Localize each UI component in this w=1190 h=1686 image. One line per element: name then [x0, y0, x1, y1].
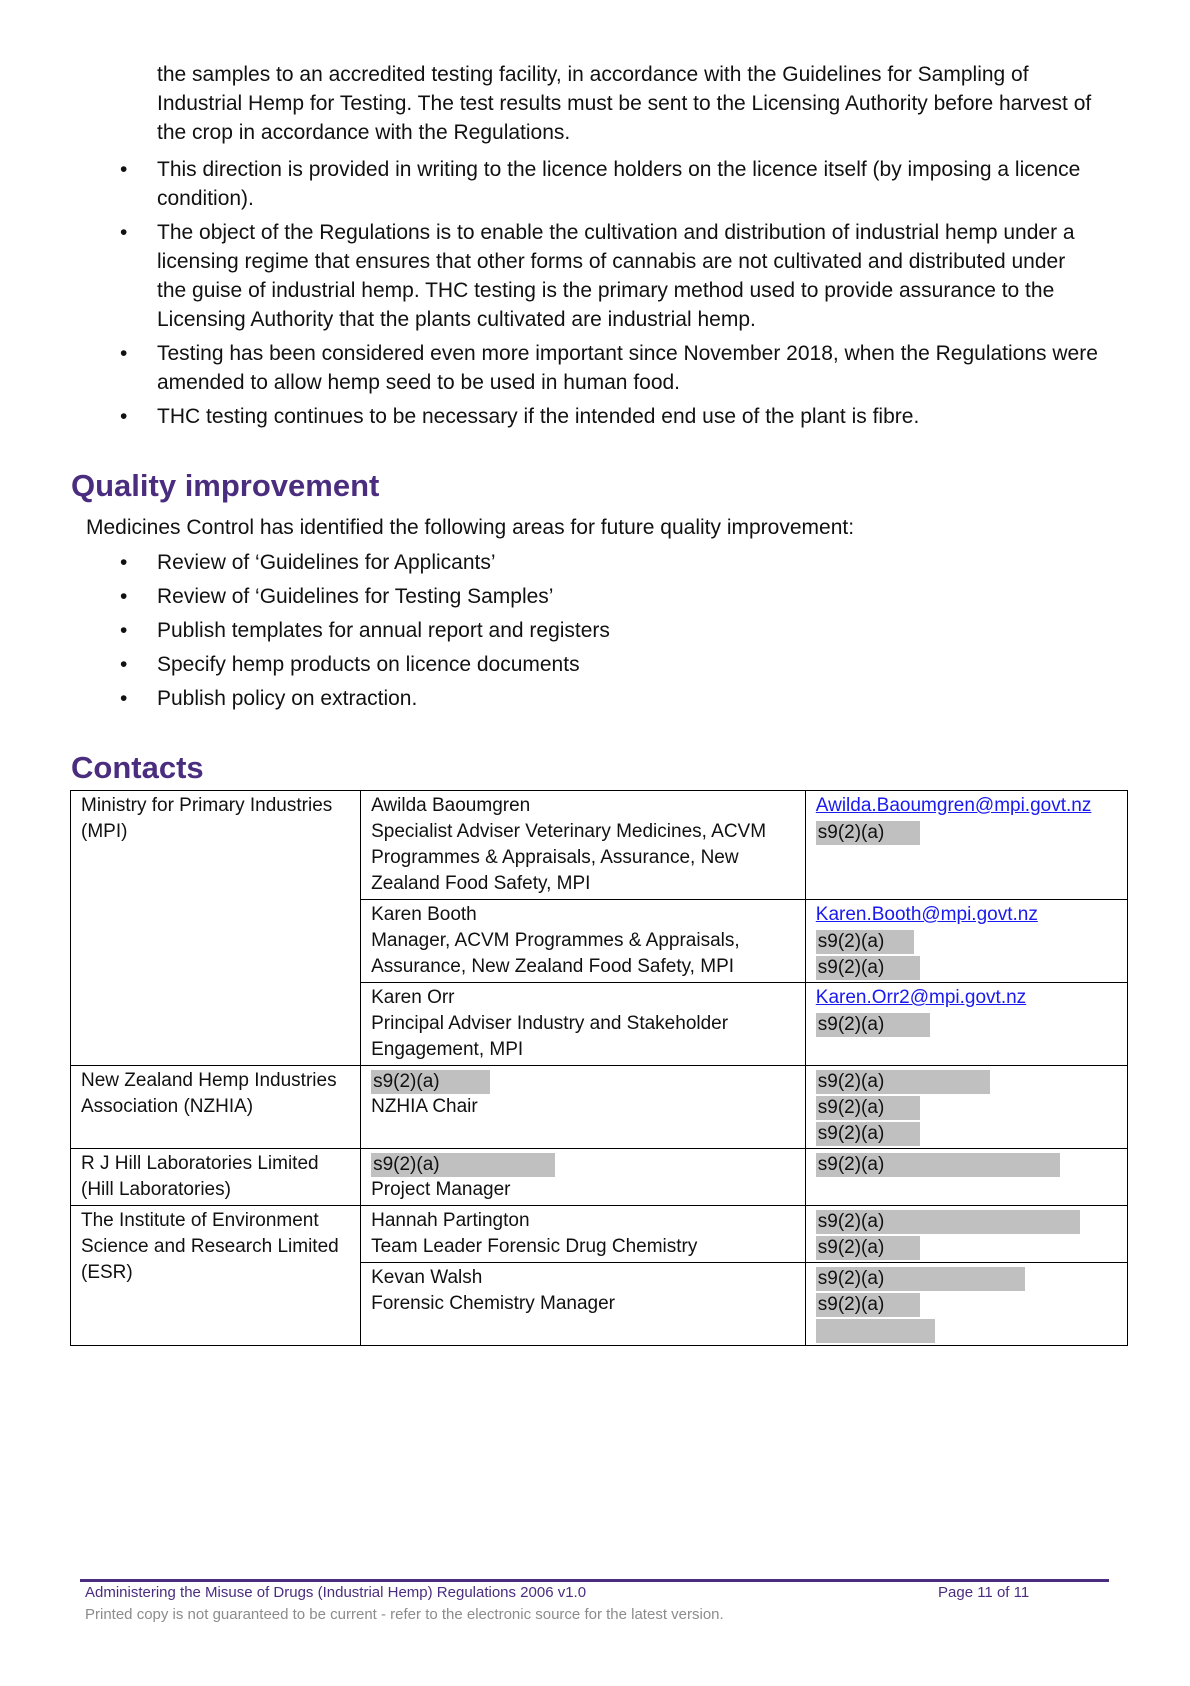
redacted-name: s9(2)(a): [371, 1070, 490, 1094]
redacted-phone: s9(2)(a): [816, 1096, 920, 1120]
contact-name: Hannah Partington: [371, 1210, 530, 1231]
contact-name: Karen Booth: [371, 904, 477, 925]
list-item: • THC testing continues to be necessary if the intended end use of the plant is fibre.: [120, 402, 1100, 431]
details-cell: [805, 900, 1127, 983]
email-link[interactable]: Karen.Booth@mpi.govt.nz: [815, 904, 1038, 925]
contact-cell: [361, 1149, 806, 1206]
contact-role: Specialist Adviser Veterinary Medicines, ACVM Programmes & Appraisals, Assurance, New Zealand Food Safety, MPI: [371, 821, 767, 894]
quality-intro: Medicines Control has identified the following areas for future quality improvement:: [86, 516, 855, 539]
redacted-phone: s9(2)(a): [816, 1236, 920, 1260]
contact-name: Karen Orr: [371, 987, 455, 1008]
org-cell-mpi: Ministry for Primary Industries (MPI): [71, 791, 361, 1066]
contact-role: NZHIA Chair: [371, 1096, 478, 1117]
org-cell-nzhia: New Zealand Hemp Industries Association (NZHIA): [71, 1066, 361, 1149]
details-cell: [805, 1206, 1127, 1263]
redacted-mobile: s9(2)(a): [816, 1122, 920, 1146]
email-link[interactable]: Karen.Orr2@mpi.govt.nz: [815, 987, 1027, 1008]
list-item: • Review of ‘Guidelines for Testing Samples’: [120, 582, 1100, 611]
redacted-phone: s9(2)(a): [816, 930, 914, 954]
contact-name: Kevan Walsh: [371, 1267, 483, 1288]
contact-cell: [361, 983, 806, 1066]
table-row: [71, 1149, 1128, 1206]
table-row: [71, 1066, 1128, 1149]
redacted-email: s9(2)(a): [816, 1153, 1060, 1177]
org-cell-esr: The Institute of Environment Science and Research Limited (ESR): [71, 1206, 361, 1346]
redacted-email: s9(2)(a): [816, 1070, 990, 1094]
details-cell: [805, 983, 1127, 1066]
details-cell: [805, 791, 1127, 900]
footer-title: Administering the Misuse of Drugs (Industrial Hemp) Regulations 2006 v1.0: [85, 1584, 587, 1601]
contacts-heading: Contacts: [71, 750, 204, 785]
contact-role: Project Manager: [371, 1179, 511, 1200]
continuation-bullet-list: [120, 155, 1100, 436]
list-item: • Testing has been considered even more important since November 2018, when the Regulations were amended to allow hemp seed to be used in human food.: [120, 339, 1100, 397]
contact-cell: [361, 900, 806, 983]
redacted-phone: s9(2)(a): [816, 1013, 930, 1037]
table-row: [71, 1206, 1128, 1263]
continuation-paragraph: the samples to an accredited testing facility, in accordance with the Guidelines for Sampling of Industrial Hemp for Testing. The test results must be sent to the Licensing Authority before harvest of the crop in accordance with the Regulations.: [157, 63, 1092, 144]
redacted-mobile: s9(2)(a): [816, 956, 920, 980]
contact-role: Team Leader Forensic Drug Chemistry: [371, 1236, 698, 1257]
redacted-email: s9(2)(a): [816, 1267, 1025, 1291]
page-number: Page 11 of 11: [938, 1584, 1030, 1601]
quality-heading: Quality improvement: [71, 468, 380, 503]
contact-cell: [361, 1066, 806, 1149]
contact-name: Awilda Baoumgren: [371, 795, 531, 816]
contact-role: Forensic Chemistry Manager: [371, 1293, 616, 1314]
redacted-phone: s9(2)(a): [816, 1293, 920, 1317]
footer-note: Printed copy is not guaranteed to be current - refer to the electronic source for the latest version.: [85, 1606, 724, 1623]
org-cell-hill: R J Hill Laboratories Limited (Hill Laboratories): [71, 1149, 361, 1206]
contact-cell: [361, 791, 806, 900]
contacts-table: [70, 790, 1128, 1346]
details-cell: [805, 1066, 1127, 1149]
footer-divider: [80, 1579, 1109, 1582]
list-item: • The object of the Regulations is to enable the cultivation and distribution of industrial hemp under a licensing regime that ensures that other forms of cannabis are not cultivated and distributed under the guise of industrial hemp. THC testing is the primary method used to provide assurance to the Licensing Authority that the plants cultivated are industrial hemp.: [120, 218, 1100, 334]
table-row: [71, 791, 1128, 900]
redacted-email: s9(2)(a): [816, 1210, 1080, 1234]
contact-role: Manager, ACVM Programmes & Appraisals, Assurance, New Zealand Food Safety, MPI: [371, 930, 740, 977]
list-item: • Review of ‘Guidelines for Applicants’: [120, 548, 1100, 577]
contact-cell: [361, 1263, 806, 1346]
details-cell: [805, 1263, 1127, 1346]
redacted-mobile: s9(2)(a): [816, 1319, 935, 1343]
quality-bullet-list: [120, 548, 1100, 718]
email-link[interactable]: Awilda.Baoumgren@mpi.govt.nz: [815, 795, 1092, 816]
details-cell: [805, 1149, 1127, 1206]
redacted-name: s9(2)(a): [371, 1153, 555, 1177]
list-item: • This direction is provided in writing to the licence holders on the licence itself (by imposing a licence condition).: [120, 155, 1100, 213]
list-item: • Publish policy on extraction.: [120, 684, 1100, 713]
list-item: • Publish templates for annual report and registers: [120, 616, 1100, 645]
contact-cell: [361, 1206, 806, 1263]
list-item: • Specify hemp products on licence documents: [120, 650, 1100, 679]
contact-role: Principal Adviser Industry and Stakeholder Engagement, MPI: [371, 1013, 729, 1060]
redacted-phone: s9(2)(a): [816, 821, 920, 845]
